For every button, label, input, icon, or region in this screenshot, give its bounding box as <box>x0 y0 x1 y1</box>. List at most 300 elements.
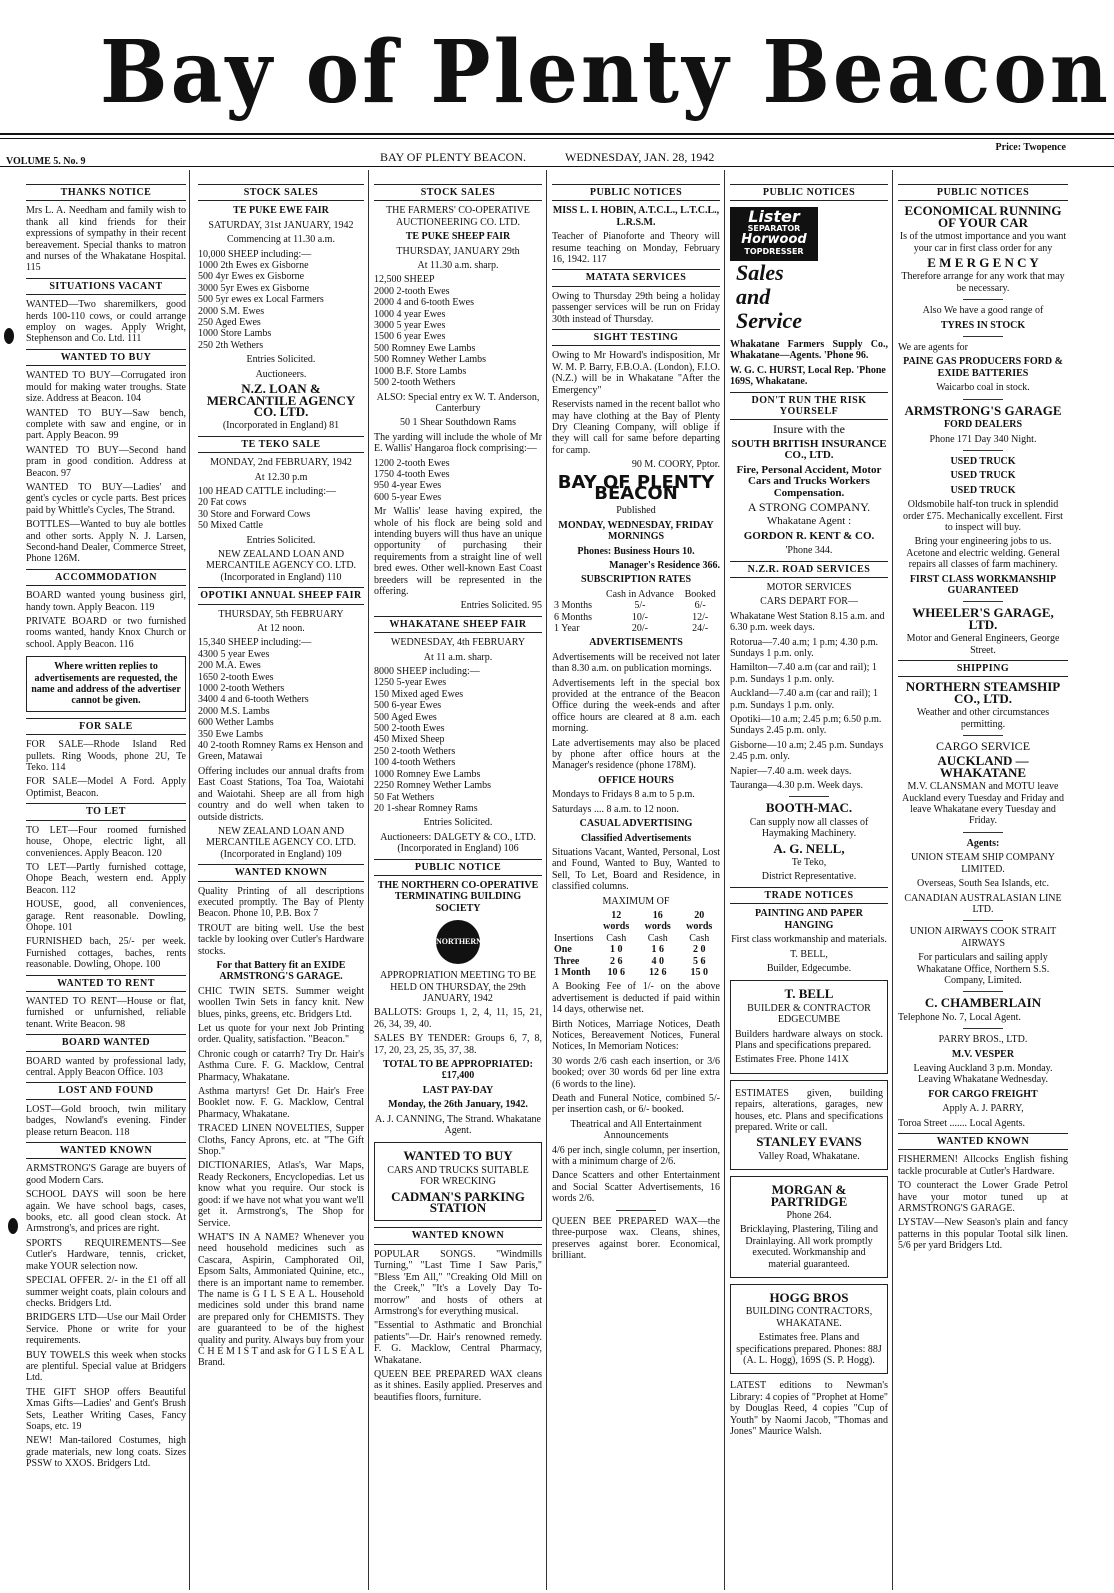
union-steam-ship: UNION STEAM SHIP COMPANY LIMITED. <box>910 852 1055 875</box>
list-item: 4300 5 year Ewes <box>198 648 270 660</box>
hobin-name: MISS L. I. HOBIN, A.T.C.L., L.T.C.L., L.R.S.M. <box>552 205 720 228</box>
economical-title: ECONOMICAL RUNNING OF YOUR CAR <box>904 203 1062 230</box>
column-rule <box>189 170 190 1590</box>
situations-heading: SITUATIONS VACANT <box>26 278 186 295</box>
vesper-text: Leaving Auckland 3 p.m. Monday. Leaving Whakatane Wednesday. <box>913 1062 1053 1086</box>
column-rule <box>724 170 725 1590</box>
classified-ad: WANTED TO RENT—House or flat, furnished or unfurnished, reliable tenant. Write Beacon. 98 <box>26 995 186 1030</box>
route-item: Whakatane West Station 8.15 a.m. and 6.30 p.m. week days. <box>730 610 885 634</box>
sale-list <box>198 486 364 532</box>
classified-ad: Let us quote for your next Job Printing order. Quality, satisfaction. "Beacon." <box>198 1023 364 1046</box>
column-1 <box>26 170 186 1590</box>
nell-town: Te Teko, <box>791 857 827 869</box>
lister-logo <box>730 207 818 261</box>
list-item: 1650 2-tooth Ewes <box>198 671 274 683</box>
list-item: 150 Mixed aged Ewes <box>374 688 464 700</box>
cars-depart: CARS DEPART FOR— <box>760 596 858 608</box>
wanted-to-buy-title: WANTED TO BUY <box>403 1148 513 1164</box>
waicarbo-coal: Waicarbo coal in stock. <box>936 382 1030 394</box>
list-item: 100 4-tooth Wethers <box>374 757 456 769</box>
classified-ad: WHAT'S IN A NAME? Whenever you need household medicines such as Cascara, Aspirin, Camphorated Oil, Epsom Salts, Ammoniated Quinine, etc., there is an important name to remember. The name is G I L S E A L. Household medicines sold under this brand name are prepared only for CHEMISTS. They are guaranteed to be of the highest quality and purity. Always buy from your C H E M I S T and ask for G I L S E A L Brand. <box>198 1231 364 1369</box>
table-row <box>552 612 720 623</box>
chamberlain-phone: Telephone No. 7, Local Agent. <box>898 1011 1021 1023</box>
nz-loan-name: N.Z. LOAN & MERCANTILE AGENCY CO. LTD. <box>206 381 356 419</box>
public-notices-heading: PUBLIC NOTICES <box>730 184 888 201</box>
table-cell: 12 6 <box>648 966 667 978</box>
nzr-heading: N.Z.R. ROAD SERVICES <box>730 561 888 578</box>
sale-date: THURSDAY, JANUARY 29th <box>396 245 520 257</box>
table-cell: 1 Year <box>554 623 580 634</box>
list-item: 1000 4 year Ewes <box>374 308 446 320</box>
sale-title: TE PUKE SHEEP FAIR <box>405 231 511 243</box>
lister-product: SEPARATOR <box>747 223 801 233</box>
table-cell: 24/- <box>692 623 709 634</box>
motor-services-heading: MOTOR SERVICES <box>766 581 852 593</box>
reservists-text: Reservists named in the recent ballot who may have clothing at the Bay of Plenty Dry Cleaning Company, will oblige if they will call for same before departing for camp. <box>552 399 720 456</box>
route-item: Rotorua—7.40 a.m; 1 p.m; 4.30 p.m. Sundays 1 p.m. only. <box>730 636 879 659</box>
engineering-text: Bring your engineering jobs to us. Acetone and electric welding. General repairs all classes of farm machinery. <box>906 536 1060 571</box>
list-item: 600 Wether Lambs <box>198 717 274 729</box>
entries-solicited: Entries Solicited. <box>246 534 316 546</box>
list-item: 950 4-year Ewes <box>374 480 442 492</box>
entries-solicited: Entries Solicited. 95 <box>460 600 542 612</box>
divider <box>963 299 1003 300</box>
divider <box>963 832 1003 833</box>
list-item: 3400 4 and 6-tooth Wethers <box>198 694 309 706</box>
sight-testing-text: Owing to Mr Howard's indisposition, Mr W. M. P. Barry, F.B.O.A. (London), F.I.O. (N.Z.) will be in Whakatane "After the Emergency" <box>552 350 720 396</box>
list-item: 1000 2th Ewes ex Gisborne <box>198 260 309 272</box>
accommodation-heading: ACCOMMODATION <box>26 569 186 586</box>
sale-time: At 11 a.m. sharp. <box>423 651 493 663</box>
table-header: 20 words <box>686 909 713 933</box>
table-cell: 6/- <box>694 600 706 612</box>
list-item: 20 Fat cows <box>198 497 247 509</box>
auctioneers-block: NEW ZEALAND LOAN AND MERCANTILE AGENCY CO. LTD. (Incorporated in England) 109 <box>205 825 357 860</box>
table-header: Cash <box>689 932 710 944</box>
classified-ad: WANTED TO BUY—Corrugated iron mould for making water troughs. State size. Address at Beacon. 104 <box>26 370 186 405</box>
table-row <box>552 944 720 955</box>
classified-ad: PRIVATE BOARD or two furnished rooms wanted, handy Knox Church or school. Apply Beacon. 116 <box>26 616 186 650</box>
entries-solicited: Entries Solicited. <box>246 354 316 366</box>
ford-dealers: FORD DEALERS <box>943 419 1023 431</box>
table-header: Insertions <box>554 932 594 944</box>
classified-text: Situations Vacant, Wanted, Personal, Lost and Found, Wanted to Buy, Wanted to Sell, To Let, Board and Residence, in classified columns. <box>552 846 720 893</box>
notices-rates: 30 words 2/6 cash each insertion, or 3/6 booked; over 30 words 6d per line extra (6 words to the line). <box>552 1055 720 1090</box>
stock-sales-heading: STOCK SALES <box>198 184 364 201</box>
classified-ad: TROUT are biting well. Use the best tackle by looking over Cutler's Hardware stocks. <box>198 922 364 957</box>
sale-time: At 11.30 a.m. sharp. <box>417 260 499 272</box>
shipping-heading: SHIPPING <box>898 660 1068 677</box>
classified-ad: FOR SALE—Rhode Island Red pullets. Ring Woods, phone 2U, Te Teko. 114 <box>26 739 186 774</box>
garage-phone: Phone 171 Day 340 Night. <box>929 433 1037 445</box>
classified-ad: ARMSTRONG'S Garage are buyers of good Modern Cars. <box>26 1163 186 1186</box>
lister-ad <box>730 207 888 333</box>
workmanship-guarantee: FIRST CLASS WORKMANSHIP GUARANTEED <box>909 573 1057 596</box>
classified-ad: BOARD wanted by professional lady, central. Apply Beacon Office. 103 <box>26 1055 186 1078</box>
masthead-rule-thin <box>0 138 1114 139</box>
sales-by-tender: SALES BY TENDER: Groups 6, 7, 8, 17, 20, 23, 25, 35, 37, 38. <box>374 1033 542 1056</box>
table-cell: 1 Month <box>554 966 591 978</box>
list-item: 12,500 SHEEP <box>374 274 435 286</box>
advertisement-rule: Late advertisements may also be placed by phone after office hours at the Manager's residence (phone 178M). <box>552 737 720 772</box>
list-item: 2000 S.M. Ewes <box>198 305 265 317</box>
classified-ad: FURNISHED bach, 25/- per week. Furnished cottages, baches, rents reasonable. Dowling, Ohope. 100 <box>26 936 186 971</box>
special-entry: ALSO: Special entry ex W. T. Anderson, Canterbury <box>376 391 540 414</box>
sale-date: MONDAY, 2nd FEBRUARY, 1942 <box>210 457 352 469</box>
column-rule <box>892 170 893 1590</box>
route-item: Hamilton—7.40 a.m (car and rail); 1 p.m. Sundays 1 p.m. only. <box>730 662 877 685</box>
table-header: 16 words <box>644 909 671 933</box>
armstrong-garage: ARMSTRONG'S GARAGE <box>904 402 1062 418</box>
classified-ad: TO counteract the Lower Grade Petrol have your motor tuned up at ARMSTRONG'S GARAGE. <box>898 1180 1068 1215</box>
paine-products: PAINE GAS PRODUCERS FORD & EXIDE BATTERIES <box>903 356 1063 379</box>
column-rule <box>546 170 547 1590</box>
death-notice-rate: Death and Funeral Notice, combined 5/- per insertion cash, or 6/- booked. <box>552 1093 720 1116</box>
dance-rate: Dance Scatters and other Entertainment and Social Scatter Advertisements, 16 words 2/6. <box>552 1170 720 1205</box>
wheeler-garage: WHEELER'S GARAGE, LTD. <box>912 605 1054 632</box>
divider <box>789 796 829 797</box>
used-truck: USED TRUCK <box>950 470 1016 482</box>
column-rule <box>368 170 369 1590</box>
subscription-heading: SUBSCRIPTION RATES <box>580 574 692 586</box>
list-item: 250 2th Wethers <box>198 339 264 351</box>
classified-ad: BOTTLES—Wanted to buy ale bottles and other sorts. Apply N. J. Larsen, Second-hand Dealer, Commerce Street, Phone 126M. <box>26 519 186 565</box>
sale-heading: WHAKATANE SHEEP FAIR <box>374 616 542 633</box>
list-item: 500 2-tooth Wethers <box>374 377 456 389</box>
cargo-service: CARGO SERVICE <box>935 739 1031 754</box>
auctioneers-block: NEW ZEALAND LOAN AND MERCANTILE AGENCY CO. LTD. (Incorporated in England) 110 <box>205 548 357 583</box>
lost-found-heading: LOST AND FOUND <box>26 1082 186 1099</box>
list-item: 100 HEAD CATTLE including:— <box>198 485 337 497</box>
cargo-freight: FOR CARGO FREIGHT <box>928 1088 1038 1100</box>
cadman-name: CADMAN'S PARKING STATION <box>391 1188 525 1216</box>
beacon-title: BAY OF PLENTY BEACON <box>557 471 715 504</box>
volume-number: VOLUME 5. No. 9 <box>6 156 86 167</box>
wanted-known-heading: WANTED KNOWN <box>198 864 364 881</box>
list-item: 20 1-shear Romney Rams <box>374 802 478 814</box>
notices-types: Birth Notices, Marriage Notices, Death Notices, Bereavement Notices, Funeral Notices, In Memoriam Notices: <box>552 1018 720 1053</box>
divider <box>963 399 1003 400</box>
coory-signature: 90 M. COORY, Pptor. <box>631 459 720 471</box>
auctioneers-block: Auctioneers: DALGETY & CO., LTD. (Incorporated in England) 106 <box>380 831 536 855</box>
wheeler-subtitle: Motor and General Engineers, George Street. <box>906 633 1060 656</box>
table-header <box>552 910 595 933</box>
list-item: 1000 Romney Ewe Lambs <box>374 768 481 780</box>
sale-heading: TE TEKO SALE <box>198 436 364 453</box>
list-item: 1000 2-tooth Wethers <box>198 683 285 695</box>
agent-name: A. J. CANNING, The Strand. Whakatane Agent. <box>375 1113 541 1137</box>
classified-ad: Quality Printing of all descriptions executed promptly. The Bay of Plenty Beacon. Phone 10, P.B. Box 7 <box>198 885 364 920</box>
classified-ad: SPORTS REQUIREMENTS—See Cutler's Hardware, tennis, cricket, make YOUR selection now. <box>26 1237 186 1272</box>
list-item: 1000 B.F. Store Lambs <box>374 365 467 377</box>
agent-label: Whakatane Agent : <box>766 515 852 528</box>
classified-ad: SPECIAL OFFER. 2/- in the £1 off all summer weight coats, plain colours and checks. Bridgers Ltd. <box>26 1275 186 1309</box>
hurst-rep: W. G. C. HURST, Local Rep. 'Phone 169S, Whakatane. <box>730 364 886 388</box>
nell-role: District Representative. <box>761 871 857 883</box>
matata-text: Owing to Thursday 29th being a holiday passenger services will be run on Friday 30th instead of Thursday. <box>552 290 720 325</box>
classified-ad: WANTED TO BUY—Second hand pram in good condition. Address at Beacon. 97 <box>26 444 186 479</box>
oldsmobile-text: Oldsmobile half-ton truck in splendid order £75. Mechanically excellent. First to inspect will buy. <box>903 499 1063 533</box>
morgan-ad <box>730 1176 888 1278</box>
column-4 <box>552 170 720 1590</box>
classified-ad: FISHERMEN! Allcocks English fishing tackle procurable at Cutler's Hardware. <box>898 1154 1068 1177</box>
to-let-heading: TO LET <box>26 803 186 820</box>
classified-ad: Chronic cough or catarrh? Try Dr. Hair's Asthma Cure. F. G. Macklow, Central Pharmacy, Whakatane. <box>198 1048 364 1083</box>
classified-ad: SCHOOL DAYS will soon be here again. We have school bags, cases, books, etc. all good clean stock. At Armstrong's, and prices are right. <box>26 1189 186 1235</box>
table-row <box>552 967 720 978</box>
chamberlain-name: C. CHAMBERLAIN <box>924 995 1042 1011</box>
theatrical-heading: Theatrical and All Entertainment Announcements <box>570 1118 702 1142</box>
sale-list <box>374 274 542 388</box>
evans-name: STANLEY EVANS <box>756 1134 862 1150</box>
bell-title: T. BELL <box>784 986 834 1002</box>
table-cell: 15 0 <box>690 966 708 978</box>
booth-mac-text: Can supply now all classes of Haymaking Machinery. <box>749 816 869 840</box>
list-item: 500 Romney Wether Lambs <box>374 354 487 366</box>
insure-label: Insure with the <box>773 422 845 437</box>
economical-text: Is of the utmost importance and you want your car in first class order for any <box>899 231 1067 254</box>
list-item: 600 5-year Ewes <box>374 491 442 503</box>
horwood-product: TOPDRESSER <box>744 246 804 256</box>
replies-notice: Where written replies to advertisements are requested, the name and address of the advertiser cannot be given. <box>26 656 186 712</box>
sale-description: Offering includes our annual drafts from East Coast Stations, Toa Toa, Waiotahi and Waiotahi. Sheep are all from high country and do well when taken to outside districts. <box>198 765 364 823</box>
table-header: Cash <box>647 932 668 944</box>
cadman-ad <box>374 1142 542 1221</box>
booking-fee: A Booking Fee of 1/- on the above advertisement is deducted if paid within 14 days, otherwise net. <box>552 981 720 1016</box>
sale-date: SATURDAY, 31st JANUARY, 1942 <box>208 219 354 231</box>
morgan-name: MORGAN & PARTRIDGE <box>770 1182 848 1209</box>
classified-ad: For that Battery fit an EXIDE ARMSTRONG'S GARAGE. <box>216 959 346 983</box>
special-entry-rams: 50 1 Shear Southdown Rams <box>399 417 517 429</box>
table-header: Cash in Advance <box>606 588 674 600</box>
office-hours-heading: OFFICE HOURS <box>598 774 674 786</box>
insurance-types: Fire, Personal Accident, Motor Cars and Trucks Workers Compensation. <box>736 463 882 499</box>
wanted-known-heading: WANTED KNOWN <box>374 1227 542 1244</box>
list-item: 15,340 SHEEP including:— <box>198 637 312 649</box>
classified-ad: QUEEN BEE PREPARED WAX cleans as it shines. Easily applied. Preserves and beautifies floors, furniture. <box>374 1368 542 1403</box>
table-cell: 2 0 <box>692 944 706 956</box>
hobin-text: Teacher of Pianoforte and Theory will resume teaching on Monday, February 16, 1942. 117 <box>552 231 720 266</box>
classified-ad: NEW! Man-tailored Costumes, high grade materials, new long coats. Sizes PSSW to XXOS. Bridgers Ltd. <box>26 1435 186 1470</box>
parry-name: PARRY BROS., LTD. <box>938 1034 1028 1046</box>
bell-ad <box>730 980 888 1073</box>
list-item: 30 Store and Forward Cows <box>198 508 311 520</box>
classified-ad: FOR SALE—Model A Ford. Apply Optimist, Beacon. <box>26 776 186 799</box>
divider <box>616 1210 656 1211</box>
advertisements-heading: ADVERTISEMENTS <box>589 637 683 649</box>
classified-ad: THE GIFT SHOP offers Beautiful Xmas Gifts—Ladies' and Gent's Brush Sets, Leather Writing Cases, Fancy Soaps, etc. 19 <box>26 1386 186 1432</box>
divider <box>963 450 1003 451</box>
list-item: 250 2-tooth Wethers <box>374 745 456 757</box>
morgan-phone: Phone 264. <box>786 1210 832 1221</box>
public-notice-heading: PUBLIC NOTICE <box>374 859 542 876</box>
sale-date: WEDNESDAY, 4th FEBRUARY <box>390 637 526 649</box>
appropriation-meeting: APPROPRIATION MEETING TO BE HELD ON THURSDAY, the 29th JANUARY, 1942 <box>379 970 537 1004</box>
issue-date: WEDNESDAY, JAN. 28, 1942 <box>565 150 715 164</box>
list-item: 1250 5-year Ewes <box>374 677 447 689</box>
wanted-to-buy-heading: WANTED TO BUY <box>26 349 186 366</box>
sale-heading: OPOTIKI ANNUAL SHEEP FAIR <box>198 587 364 604</box>
matata-heading: MATATA SERVICES <box>552 269 720 286</box>
list-item: 350 Ewe Lambs <box>198 728 263 740</box>
wanted-known-heading: WANTED KNOWN <box>898 1133 1068 1150</box>
route-item: Auckland—7.40 a.m (car and rail); 1 p.m. Sundays 1 p.m. only. <box>730 688 879 711</box>
divider <box>963 991 1003 992</box>
table-cell: 20/- <box>631 623 648 634</box>
therefore-text: Therefore arrange for any work that may be necessary. <box>901 271 1065 294</box>
booth-mac-title: BOOTH-MAC. <box>765 800 853 816</box>
nell-name: A. G. NELL, <box>773 840 845 856</box>
list-item: 500 2-tooth Ewes <box>374 723 445 735</box>
casual-advertising-heading: CASUAL ADVERTISING <box>579 818 693 830</box>
bell-text: Builders hardware always on stock. Plans and specifications prepared. <box>735 1028 883 1051</box>
bell-name: T. BELL, <box>790 948 828 960</box>
list-item: 10,000 SHEEP including:— <box>198 248 312 260</box>
insurer-name: SOUTH BRITISH INSURANCE CO., LTD. <box>731 437 887 462</box>
masthead-title: Bay of Plenty Beacon <box>100 21 1111 123</box>
office-hours: Saturdays .... 8 a.m. to 12 noon. <box>552 803 679 815</box>
divider <box>963 601 1003 602</box>
route-item: Opotiki—10 a.m; 2.45 p.m; 6.50 p.m. Sundays 2.45 p.m. only. <box>730 714 882 737</box>
thanks-notice: Mrs L. A. Needham and family wish to thank all kind friends for their expressions of sympathy in their recent bereavement. Special thanks to matron and nurses of the Whakatane Hospital. 115 <box>26 205 186 274</box>
auctioneer-name: THE FARMERS' CO-OPERATIVE AUCTIONEERING CO. LTD. <box>386 205 530 228</box>
dateline-rule <box>0 166 1114 167</box>
sight-testing-heading: SIGHT TESTING <box>552 329 720 346</box>
column-2 <box>198 170 364 1590</box>
list-item: 500 Aged Ewes <box>374 711 437 723</box>
list-item: 2000 4 and 6-tooth Ewes <box>374 297 474 309</box>
incorporated-note: (Incorporated in England) 81 <box>222 420 340 432</box>
public-notices-heading: PUBLIC NOTICES <box>898 184 1068 201</box>
total-appropriated: TOTAL TO BE APPROPRIATED: £17,400 <box>383 1059 533 1082</box>
trade-notices-heading: TRADE NOTICES <box>730 887 888 904</box>
scan-mark-icon <box>4 328 14 344</box>
board-wanted-heading: BOARD WANTED <box>26 1034 186 1051</box>
classified-ad: LYSTAV—New Season's plain and fancy patterns in this popular Tootal silk linen. 5/6 per yard Bridgers Ltd. <box>898 1217 1068 1252</box>
divider <box>963 336 1003 337</box>
strong-company: A STRONG COMPANY. <box>747 499 871 514</box>
wallis-text: Mr Wallis' lease having expired, the whole of his flock are being sold and intending buyers will thus have an unique opportunity of purchasing their requirements from a straight line of well bred ewes. Other well-known East Coast breeders will be represented in the offering. <box>374 506 542 597</box>
table-cell: 10 6 <box>607 966 625 978</box>
yarding-text: The yarding will include the whole of Mr E. Wallis' Hangaroa flock comprising:— <box>374 431 542 455</box>
bell-estimates: Estimates Free. Phone 141X <box>735 1054 849 1066</box>
overseas-text: Overseas, South Sea Islands, etc. <box>917 878 1049 890</box>
farmers-supply: Whakatane Farmers Supply Co., Whakatane—Agents. 'Phone 96. <box>730 339 888 362</box>
cars-trucks: CARS AND TRUCKS SUITABLE FOR WRECKING <box>387 1164 529 1188</box>
list-item: 1500 6 year Ewes <box>374 331 446 343</box>
sales-service-slogan: Sales and Service <box>736 260 802 334</box>
paper-name: BAY OF PLENTY BEACON. <box>380 150 527 164</box>
sale-title: TE PUKE EWE FAIR <box>233 205 329 217</box>
subscription-table <box>552 589 720 635</box>
sale-list <box>198 637 364 762</box>
painting-heading: PAINTING AND PAPER HANGING <box>755 908 863 931</box>
column-5 <box>730 170 888 1590</box>
table-cell: Three <box>554 955 580 967</box>
horwood-brand: Horwood <box>741 232 807 248</box>
divider <box>963 735 1003 736</box>
list-item: 200 M.A. Ewes <box>198 660 261 672</box>
hogg-ad <box>730 1284 888 1374</box>
used-truck: USED TRUCK <box>950 455 1016 467</box>
classified-ad: WANTED TO BUY—Saw bench, complete with saw and engine, or in part. Apply Beacon. 99 <box>26 407 186 442</box>
lister-brand: Lister <box>748 207 800 227</box>
classified-ad: LOST—Gold brooch, twin military badges, Nowland's evening. Finder please return Beacon. 118 <box>26 1103 186 1138</box>
wanted-to-rent-heading: WANTED TO RENT <box>26 975 186 992</box>
list-item: 8000 SHEEP including:— <box>374 666 480 678</box>
list-item: 2000 2-tooth Ewes <box>374 285 450 297</box>
list-item: 500 5yr ewes ex Local Farmers <box>198 294 324 306</box>
divider <box>963 920 1003 921</box>
auctioneers-label: Auctioneers. <box>255 368 307 380</box>
steamship-name: NORTHERN STEAMSHIP CO., LTD. <box>905 679 1061 706</box>
list-item: 500 Romney Ewe Lambs <box>374 342 476 354</box>
classified-ad: WANTED TO BUY—Ladies' and gent's cycles or cycle parts. Best prices paid by Whittle's Cycles, The Strand. <box>26 481 186 516</box>
table-cell: 5/- <box>634 600 646 612</box>
classified-ad: DICTIONARIES, Atlas's, War Maps, Ready Reckoners, Encyclopedias. Let us know what you require. Our stock is good: if we have not what you want we'll get it. Armstrong's, The Shop for Service. <box>198 1160 364 1229</box>
wanted-known-heading: WANTED KNOWN <box>26 1142 186 1159</box>
ballots: BALLOTS: Groups 1, 2, 4, 11, 15, 21, 26, 34, 39, 40. <box>374 1007 542 1030</box>
for-sale-heading: FOR SALE <box>26 718 186 735</box>
stock-sales-heading: STOCK SALES <box>374 184 542 201</box>
table-cell: One <box>554 944 572 956</box>
office-hours: Mondays to Fridays 8 a.m to 5 p.m. <box>552 789 695 801</box>
classified-ad: POPULAR SONGS. "Windmills Turning," "Last Time I Saw Paris," "Bless 'Em All," "Creaking Old Mill on the Creek," "It's a Lovely Day To-morrow" and hosts of others at Armstrong's for everything musical. <box>374 1248 542 1317</box>
airways: UNION AIRWAYS COOK STRAIT AIRWAYS <box>909 926 1057 949</box>
evans-ad <box>730 1080 888 1170</box>
hogg-subtitle: BUILDING CONTRACTORS, WHAKATANE. <box>745 1306 873 1329</box>
classified-ad: "Essential to Asthmatic and Bronchial patients"—Dr. Hair's renowned remedy. F. G. Macklow, Central Pharmacy, Whakatane. <box>374 1320 542 1366</box>
list-item: 3000 5yr Ewes ex Gisborne <box>198 282 310 294</box>
classified-ad: QUEEN BEE PREPARED WAX—the three-purpose wax. Cleans, shines, preserves against borer. Economical, brilliant. <box>552 1215 720 1261</box>
list-item: 1750 4-tooth Ewes <box>374 468 450 480</box>
table-header: Cash <box>606 932 627 944</box>
list-item: 1000 Store Lambs <box>198 328 272 340</box>
classified-ad: BRIDGERS LTD—Use our Mail Order Service. Phone or write for your requirements. <box>26 1312 186 1347</box>
evans-address: Valley Road, Whakatane. <box>758 1150 860 1162</box>
agent-name: GORDON R. KENT & CO. <box>743 529 875 542</box>
morgan-text: Bricklaying, Plastering, Tiling and Drainlaying. All work promptly executed. Workmanship and material guaranteed. <box>739 1224 879 1270</box>
vesper-name: M.V. VESPER <box>951 1048 1015 1060</box>
published-label: Published <box>616 505 656 517</box>
also-text: Also We have a good range of <box>922 305 1044 317</box>
advertisement-rule: Advertisements will be received not later than 8.30 a.m. on publication mornings. <box>552 651 720 675</box>
table-cell: 4 0 <box>651 955 664 967</box>
column-6 <box>898 170 1068 1590</box>
table-cell: 3 Months <box>554 600 593 612</box>
maximum-label: MAXIMUM OF <box>602 895 670 907</box>
list-item: 50 Fat Wethers <box>374 791 435 803</box>
society-name: THE NORTHERN CO-OPERATIVE TERMINATING BUILDING SOCIETY <box>377 879 539 914</box>
entries-solicited: Entries Solicited. <box>423 817 493 829</box>
list-item: 500 6-year Ewes <box>374 700 442 712</box>
thanks-heading: THANKS NOTICE <box>26 184 186 201</box>
hogg-name: HOGG BROS <box>769 1290 849 1306</box>
list-item: 40 2-tooth Romney Rams ex Henson and Green, Matawai <box>198 740 363 763</box>
classified-heading: Classified Advertisements <box>580 832 692 844</box>
classified-ad: LATEST editions to Newman's Library: 4 copies of "Prophet at Home" by Douglas Reed, 4 copies "Cup of Youth" by Naomi Jacob, "Thomas and Jones" Maurice Walsh. <box>730 1380 888 1438</box>
sale-time: Commencing at 11.30 a.m. <box>227 234 335 246</box>
agent-phone: 'Phone 344. <box>785 545 833 557</box>
classified-ad: HOUSE, good, all conveniences, garage. Rent reasonable. Dowling, Ohope. 101 <box>26 899 186 933</box>
sale-date: THURSDAY, 5th FEBRUARY <box>218 608 344 620</box>
canadian-line: CANADIAN AUSTRALASIAN LINE LTD. <box>904 892 1062 915</box>
classified-ad: BUY TOWELS this week when stocks are plentiful. Special value at Bridgers Ltd. <box>26 1349 186 1384</box>
list-item: 2250 Romney Wether Lambs <box>374 780 492 792</box>
toroa-street: Toroa Street ....... Local Agents. <box>898 1117 1026 1129</box>
bell-builder: Builder, Edgecumbe. <box>766 962 852 974</box>
apply-parry: Apply A. J. PARRY, <box>942 1103 1024 1115</box>
